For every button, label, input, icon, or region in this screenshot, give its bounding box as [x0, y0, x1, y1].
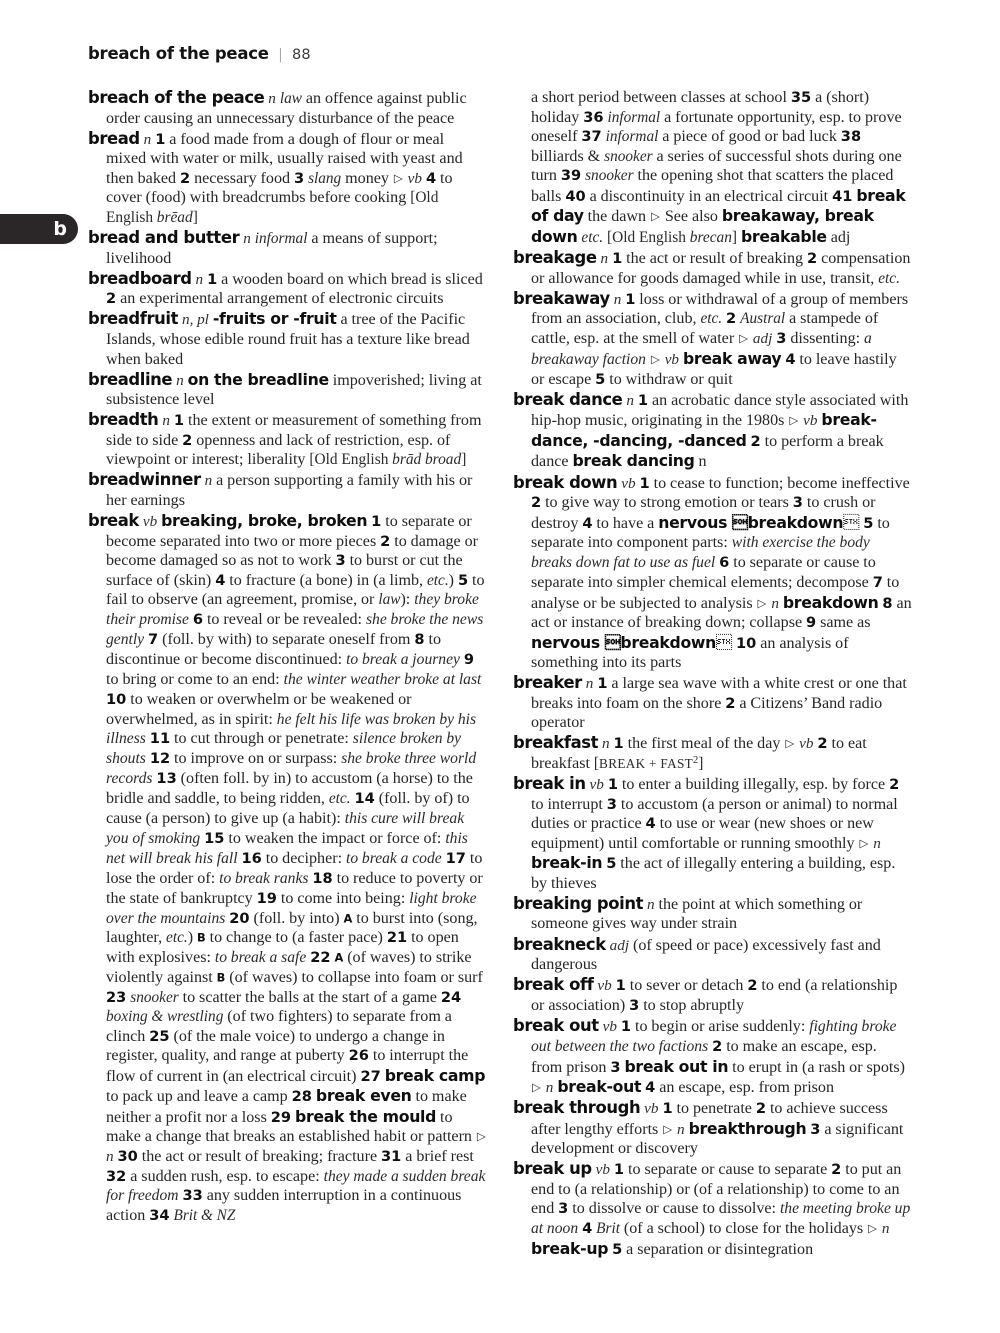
running-head-separator: | [278, 46, 282, 63]
dictionary-entry: break down vb 1 to cease to function; become ineffective 2 to give way to strong emotion or tears 3 to crush or destroy 4 to have a nervous breakdown 5 to separate into component parts: with exercise the body breaks down fat to use as fuel 6 to separate or cause to separate into simpler chemical elements; decompose 7 to analyse or be subjected to analysis ▷ n breakdown 8 an act or instance of breaking down; collapse 9 same as nervous breakdown 10 an analysis of something into its parts [513, 472, 912, 672]
entry-headword: break in [513, 774, 586, 794]
dictionary-entry: break dance n 1 an acrobatic dance style associated with hip-hop music, originating in the 1980s ▷ vb break-dance, -dancing, -danced 2 to perform a break dance break dancing n [513, 389, 909, 471]
dictionary-entry: bread and butter n informal a means of support; livelihood [88, 228, 438, 267]
dictionary-entry: breakage n 1 the act or result of breaking 2 compensation or allowance for goods damaged while in use, transit, etc. [513, 248, 911, 287]
dictionary-entry: break in vb 1 to enter a building illegally, esp. by force 2 to interrupt 3 to accustom (a person or animal) to normal duties or practice 4 to use or wear (new shoes or new equipment) until comfortable or running smoothly ▷ n break-in 5 the act of illegally entering a building, esp. by thieves [513, 774, 900, 892]
entry-headword: breadboard [88, 268, 192, 288]
entry-headword: breaking point [513, 893, 644, 913]
entry-continuation: a short period between classes at school 35 a (short) holiday 36 informal a fortunate opportunity, esp. to prove oneself 37 informal a piece of good or bad luck 38 billiards & snooker a series of successful shots during one turn 39 snooker the opening shot that scatters the placed balls 40 a discontinuity in an electrical circuit 41 break of day the dawn ▷ See also breakaway, break down etc. [Old English brecan] breakable adj [531, 89, 906, 246]
thumb-index-letter: b [53, 217, 67, 240]
entry-headword: bread [88, 128, 140, 148]
running-head [88, 44, 311, 64]
dictionary-entry: break up vb 1 to separate or cause to separate 2 to put an end to (a relationship) or (of a relationship) to come to an end 3 to dissolve or cause to dissolve: the meeting broke up at noon 4 Brit (of a school) to close for the holidays ▷ n break-up 5 a separation or disintegration [513, 1159, 911, 1259]
dictionary-entry: break off vb 1 to sever or detach 2 to end (a relationship or association) 3 to stop abruptly [513, 975, 898, 1014]
entry-headword: breadfruit [88, 309, 179, 329]
entry-headword: break [88, 511, 139, 531]
entry-headword: break up [513, 1159, 592, 1179]
page-number: 88 [291, 47, 311, 63]
running-head-term: breach of the peace [88, 44, 269, 63]
dictionary-entry: bread n 1 a food made from a dough of flour or meal mixed with water or milk, usually raised with yeast and then baked 2 necessary food 3 slang money ▷ vb 4 to cover (food) with breadcrumbs before cooking [Old English brēad] [88, 128, 463, 226]
dictionary-entry: breadline n on the breadline impoverished; living at subsistence level [88, 369, 482, 409]
dictionary-entry: breadfruit n, pl -fruits or -fruit a tree of the Pacific Islands, whose edible round fruit has a texture like bread when baked [88, 309, 470, 368]
dictionary-entry: break through vb 1 to penetrate 2 to achieve success after lengthy efforts ▷ n breakthrough 3 a significant development or discovery [513, 1098, 904, 1158]
entry-headword: breaker [513, 673, 582, 693]
dictionary-entry: breach of the peace n law an offence against public order causing an unnecessary disturbance of the peace [88, 88, 467, 127]
entry-headword: bread and butter [88, 228, 240, 248]
dictionary-entry: breakneck adj (of speed or pace) excessively fast and dangerous [513, 934, 881, 974]
entry-headword: breakaway [513, 288, 610, 308]
entry-headword: breakage [513, 248, 597, 268]
dictionary-entry: breaking point n the point at which something or someone gives way under strain [513, 893, 863, 933]
text-columns [88, 88, 912, 1260]
entry-headword: breach of the peace [88, 88, 265, 107]
dictionary-entry: breaker n 1 a large sea wave with a white crest or one that breaks into foam on the shore 2 a Citizens’ Band radio operator [513, 673, 907, 732]
entry-headword: break dance [513, 389, 623, 409]
entry-headword: breadwinner [88, 470, 201, 490]
entry-headword: breadline [88, 369, 173, 389]
entry-headword: breadth [88, 410, 159, 430]
dictionary-entry: breakfast n 1 the first meal of the day ▷ vb 2 to eat breakfast [BREAK + $FAST^2$] [513, 733, 867, 772]
dictionary-entry: break vb breaking, broke, broken 1 to separate or become separated into two or more pieces 2 to damage or become damaged so as not to work 3 to burst or cut the surface of (skin) 4 to fracture (a bone) in (a limb, etc.) 5 to fail to observe (an agreement, promise, or law): they broke their promise 6 to reveal or be revealed: she broke the news gently 7 (foll. by with) to separate oneself from 8 to discontinue or become discontinued: to break a journey 9 to bring or come to an end: the winter weather broke at last 10 to weaken or overwhelm or be weakened or overwhelmed, as in spirit: he felt his life was broken by his illness 11 to cut through or penetrate: silence broken by shouts 12 to improve on or surpass: she broke three world records 13 (often foll. by in) to accustom (a horse) to the bridle and saddle, to being ridden, etc. 14 (foll. by of) to cause (a person) to give up (a habit): this cure will break you of smoking 15 to weaken the impact or force of: this net will break his fall 16 to decipher: to break a code 17 to lose the order of: to break ranks 18 to reduce to poverty or the state of bankruptcy 19 to come into being: light broke over the mountains 20 (foll. by into) A to burst into (song, laughter, etc.) B to change to (a faster pace) 21 to open with explosives: to break a safe 22 A (of waves) to strike violently against B (of waves) to collapse into foam or surf 23 snooker to scatter the balls at the start of a game 24 boxing & wrestling (of two fighters) to separate from a clinch 25 (of the male voice) to undergo a change in register, quality, and range at puberty 26 to interrupt the flow of current in (an electrical circuit) 27 break camp to pack up and leave a camp 28 break even to make neither a profit nor a loss 29 break the mould to make a change that breaks an established habit or pattern ▷ n 30 the act or result of breaking; fracture 31 a brief rest 32 a sudden rush, esp. to escape: they made a sudden break for freedom 33 any sudden interruption in a continuous action 34 Brit & NZ [88, 511, 486, 1225]
entry-headword: break off [513, 975, 594, 995]
entry-headword: break down [513, 472, 618, 492]
dictionary-entry: breadth n 1 the extent or measurement of something from side to side 2 openness and lack of restriction, esp. of viewpoint or interest; liberality [Old English brād broad] [88, 410, 482, 469]
entry-headword: breakneck [513, 934, 606, 954]
dictionary-entry: breadwinner n a person supporting a family with his or her earnings [88, 470, 473, 509]
dictionary-entry: breakaway n 1 loss or withdrawal of a group of members from an association, club, etc. 2 Austral a stampede of cattle, esp. at the smell of water ▷ adj 3 dissenting: a breakaway faction ▷ vb break away 4 to leave hastily or escape 5 to withdraw or quit [513, 288, 909, 388]
dictionary-entry: break out vb 1 to begin or arise suddenly: fighting broke out between the two factions 2 to make an escape, esp. from prison 3 break out in to erupt in (a rash or spots) ▷ n break-out 4 an escape, esp. from prison [513, 1015, 905, 1097]
entry-headword: break through [513, 1098, 641, 1118]
column-right [513, 88, 912, 1260]
entry-headword: break out [513, 1015, 599, 1035]
column-left [88, 88, 487, 1260]
dictionary-entry: breadboard n 1 a wooden board on which bread is sliced 2 an experimental arrangement of electronic circuits [88, 268, 483, 308]
thumb-index-tab [0, 214, 78, 244]
entry-headword: breakfast [513, 733, 599, 753]
